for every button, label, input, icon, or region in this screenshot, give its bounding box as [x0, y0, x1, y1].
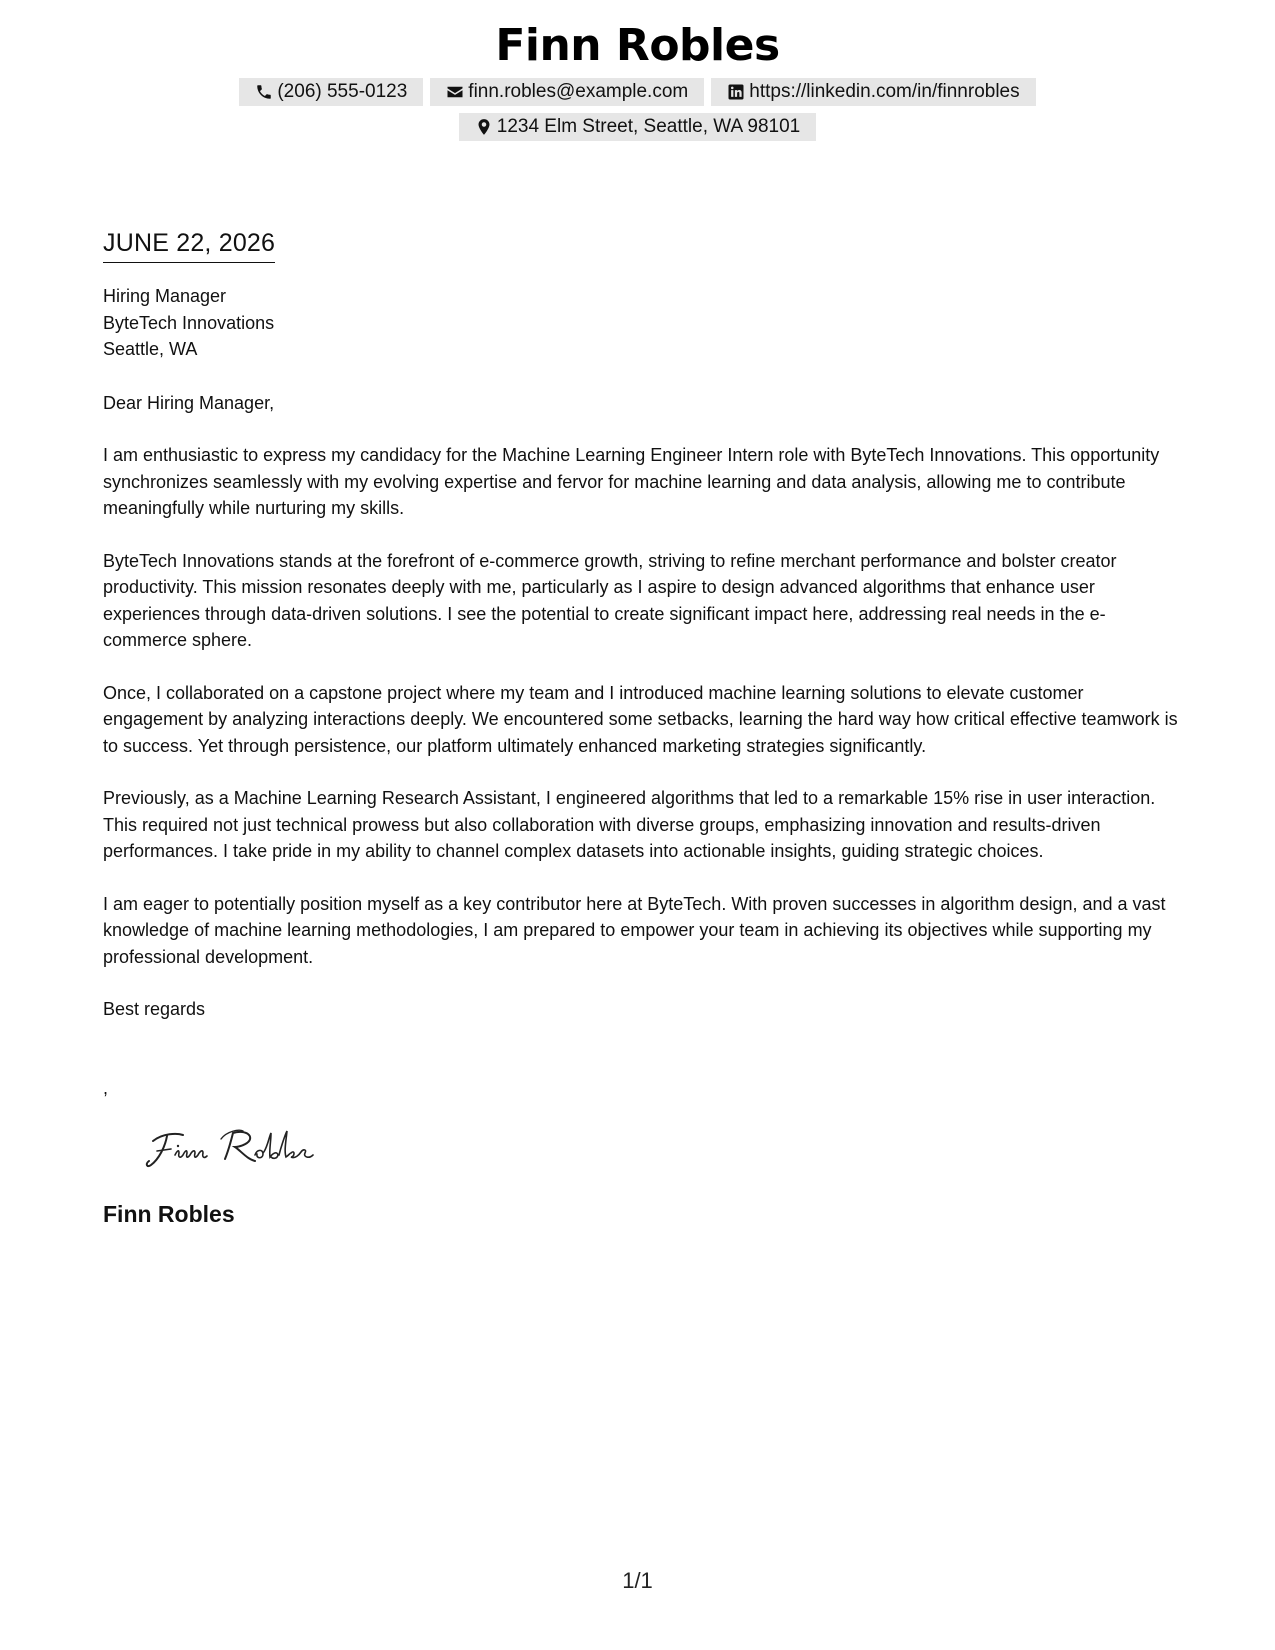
linkedin-text[interactable]: https://linkedin.com/in/finnrobles [749, 81, 1020, 102]
closing: Best regards [103, 999, 206, 1019]
map-pin-icon [475, 118, 493, 136]
recipient-title: Hiring Manager [103, 286, 227, 306]
paragraph-4: Previously, as a Machine Learning Research Assistant, I engineered algorithms that led to a remarkable 15% rise in user interaction. This required not just technical prowess but also collaboration with diverse groups, emphasizing innovation and results-driven performances. I take pride in my ability to channel complex datasets into actionable insights, guiding strategic choices. [103, 788, 1156, 861]
phone-icon [255, 83, 273, 101]
recipient-block [103, 283, 1178, 363]
linkedin-chip[interactable] [711, 78, 1035, 106]
address-chip [459, 113, 816, 141]
recipient-location: Seattle, WA [103, 339, 198, 359]
contact-row-primary [0, 78, 1275, 106]
paragraph-5: I am eager to potentially position myself as a key contributor here at ByteTech. With proven successes in algorithm design, and a vast knowledge of machine learning methodologies, I am prepared to empower your team in achieving its objectives while supporting my professional development. [103, 893, 1166, 967]
phone-chip [239, 78, 423, 106]
signer-name: Finn Robles [103, 1201, 235, 1227]
email-chip[interactable] [430, 78, 704, 106]
letter-date: JUNE 22, 2026 [103, 226, 275, 263]
phone-text: (206) 555-0123 [277, 81, 408, 102]
address-text: 1234 Elm Street, Seattle, WA 98101 [496, 116, 801, 137]
letter-header [0, 20, 1275, 141]
recipient-company: ByteTech Innovations [103, 312, 275, 333]
handwritten-signature [143, 1119, 1178, 1185]
closing-comma: , [103, 1077, 109, 1098]
envelope-icon [446, 83, 464, 101]
page-number: 1/1 [622, 1568, 653, 1593]
paragraph-2: ByteTech Innovations stands at the forefront of e-commerce growth, striving to refine merchant performance and bolster creator productivity. This mission resonates deeply with me, particularly as I aspire to design advanced algorithms that enhance user experiences through data-driven solutions. I see the potential to create significant impact here, addressing real needs in the e-commerce sphere. [103, 550, 1117, 650]
paragraph-3: Once, I collaborated on a capstone project where my team and I introduced machine learning solutions to elevate customer engagement by analyzing interactions deeply. We encountered some setbacks, learning the hard way how critical effective teamwork is to success. Yet through persistence, our platform ultimately enhanced marketing strategies significantly. [103, 682, 1178, 756]
linkedin-icon [727, 83, 745, 101]
paragraph-1: I am enthusiastic to express my candidacy for the Machine Learning Engineer Intern role with ByteTech Innovations. This opportunity synchronizes seamlessly with my evolving expertise and fervor for machine learning and data analysis, allowing me to contribute meaningfully while nurturing my skills. [103, 445, 1160, 518]
contact-row-secondary [0, 113, 1275, 141]
applicant-name: Finn Robles [495, 20, 780, 71]
letter-body [103, 226, 1178, 1229]
email-text[interactable]: finn.robles@example.com [468, 81, 689, 102]
salutation: Dear Hiring Manager, [103, 392, 275, 413]
